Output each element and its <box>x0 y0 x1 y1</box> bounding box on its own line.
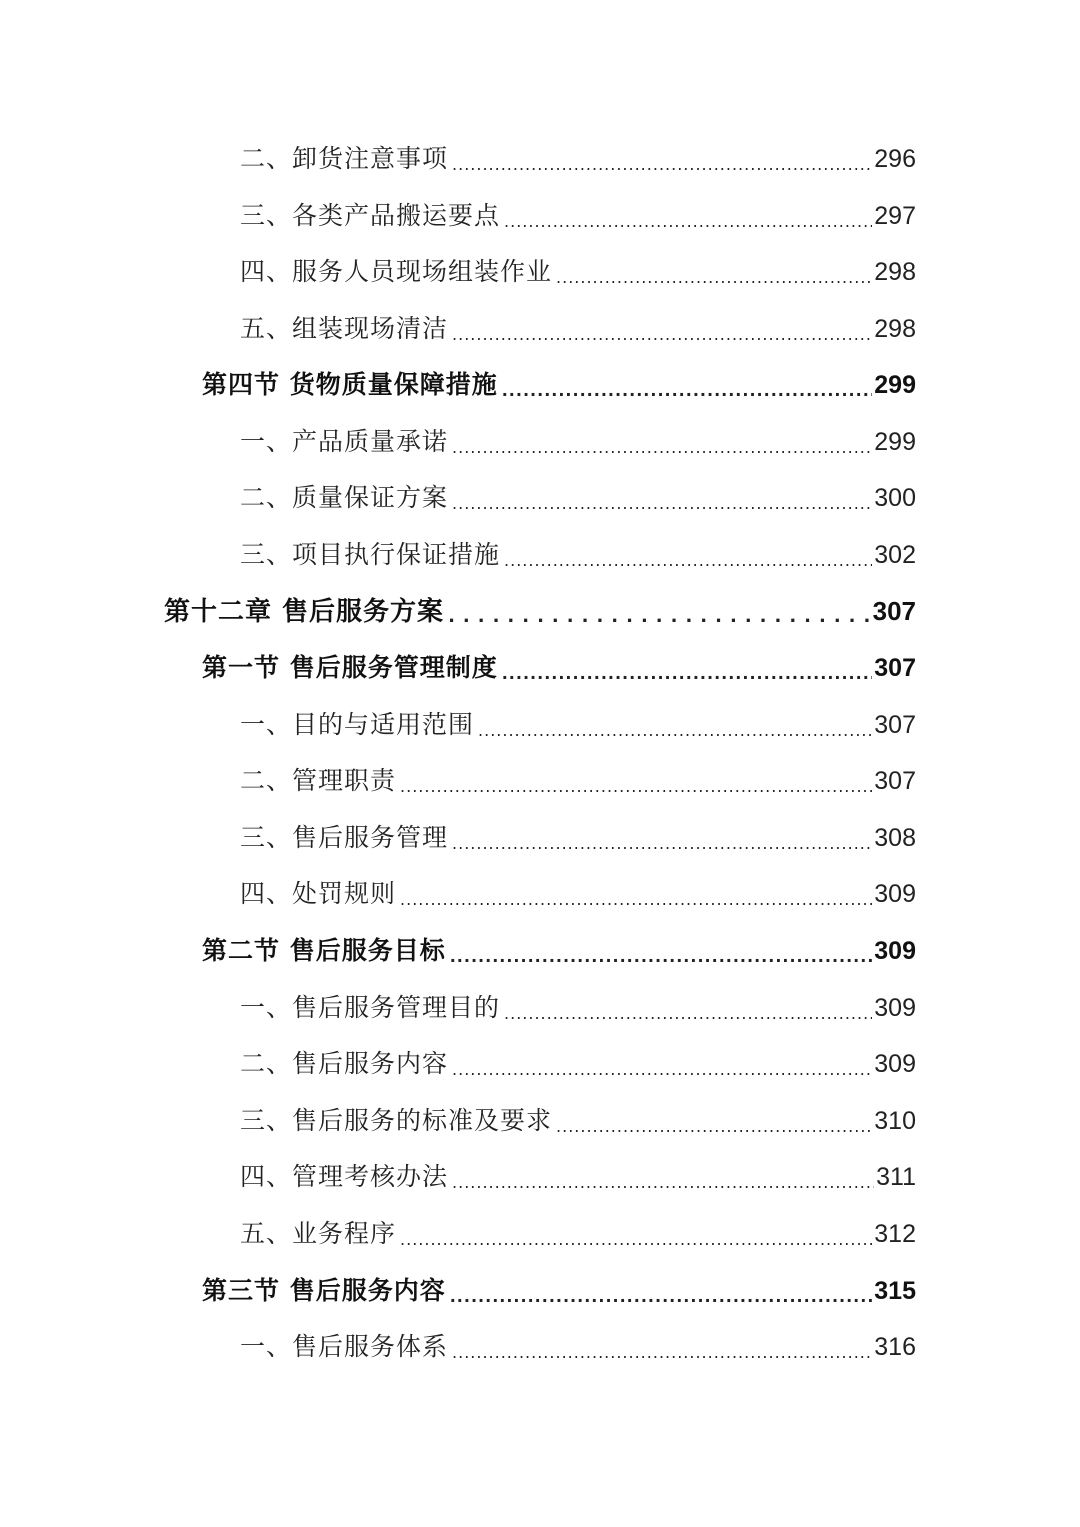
toc-entry[interactable] <box>240 1327 916 1367</box>
toc-entry[interactable] <box>240 1157 916 1197</box>
dot-leader <box>400 880 872 914</box>
toc-entry-title: 二、售后服务内容 <box>240 1049 449 1078</box>
dot-leader <box>478 711 872 745</box>
dot-leader <box>448 597 871 631</box>
toc-entry-page-number: 316 <box>874 1333 916 1361</box>
toc-entry-title: 二、卸货注意事项 <box>240 144 449 173</box>
toc-entry[interactable] <box>240 422 916 462</box>
toc-entry[interactable] <box>240 196 916 236</box>
toc-entry-page-number: 299 <box>874 428 916 456</box>
toc-entry-title: 第三节 售后服务内容 <box>202 1276 446 1305</box>
toc-entry[interactable] <box>240 139 916 179</box>
toc-entry[interactable] <box>240 988 916 1028</box>
toc-entry-title: 三、售后服务的标准及要求 <box>240 1106 553 1135</box>
toc-entry-page-number: 299 <box>874 371 916 399</box>
toc-entry-page-number: 310 <box>874 1107 916 1135</box>
dot-leader <box>452 1050 872 1084</box>
dot-leader <box>556 1107 872 1141</box>
dot-leader <box>502 654 873 688</box>
dot-leader <box>504 541 872 575</box>
toc-chapter-entry[interactable] <box>164 591 916 631</box>
toc-entry-page-number: 309 <box>874 994 916 1022</box>
toc-entry-title: 三、项目执行保证措施 <box>240 540 501 569</box>
toc-entry-page-number: 297 <box>874 202 916 230</box>
toc-entry-page-number: 312 <box>874 1220 916 1248</box>
toc-entry-title: 第二节 售后服务目标 <box>202 936 446 965</box>
toc-entry-title: 三、售后服务管理 <box>240 823 449 852</box>
toc-entry[interactable] <box>240 705 916 745</box>
toc-section-entry[interactable] <box>202 931 916 971</box>
toc-entry[interactable] <box>240 535 916 575</box>
toc-entry-title: 一、产品质量承诺 <box>240 427 449 456</box>
toc-entry-page-number: 307 <box>872 596 916 626</box>
toc-entry-page-number: 296 <box>874 145 916 173</box>
toc-entry-title: 二、管理职责 <box>240 766 397 795</box>
toc-entry-page-number: 309 <box>874 880 916 908</box>
toc-entry[interactable] <box>240 309 916 349</box>
toc-entry[interactable] <box>240 761 916 801</box>
toc-entry-page-number: 298 <box>874 258 916 286</box>
toc-entry-page-number: 307 <box>874 711 916 739</box>
dot-leader <box>450 1277 873 1311</box>
toc-section-entry[interactable] <box>202 648 916 688</box>
dot-leader <box>502 371 873 405</box>
toc-entry-title: 三、各类产品搬运要点 <box>240 201 501 230</box>
toc-entry[interactable] <box>240 1101 916 1141</box>
dot-leader <box>556 258 872 292</box>
toc-entry-title: 五、业务程序 <box>240 1219 397 1248</box>
toc-entry[interactable] <box>240 252 916 292</box>
toc-entry-title: 一、售后服务体系 <box>240 1332 449 1361</box>
toc-entry-page-number: 300 <box>874 484 916 512</box>
toc-entry-title: 四、处罚规则 <box>240 879 397 908</box>
toc-entry-page-number: 315 <box>874 1277 916 1305</box>
toc-entry-page-number: 309 <box>874 1050 916 1078</box>
dot-leader <box>452 315 872 349</box>
dot-leader <box>452 1333 872 1367</box>
toc-entry-page-number: 302 <box>874 541 916 569</box>
toc-entry-page-number: 307 <box>874 767 916 795</box>
dot-leader <box>504 994 872 1028</box>
toc-entry[interactable] <box>240 1214 916 1254</box>
toc-entry-title: 五、组装现场清洁 <box>240 314 449 343</box>
toc-entry[interactable] <box>240 818 916 858</box>
toc-entry-title: 四、服务人员现场组装作业 <box>240 257 553 286</box>
toc-entry-page-number: 298 <box>874 315 916 343</box>
dot-leader <box>452 428 872 462</box>
toc-entry[interactable] <box>240 1044 916 1084</box>
toc-entry-title: 一、目的与适用范围 <box>240 710 475 739</box>
toc-entry[interactable] <box>240 478 916 518</box>
toc-entry-title: 第一节 售后服务管理制度 <box>202 653 498 682</box>
dot-leader <box>452 1163 874 1197</box>
dot-leader <box>400 1220 872 1254</box>
toc-entry-title: 第四节 货物质量保障措施 <box>202 370 498 399</box>
toc-entry-page-number: 308 <box>874 824 916 852</box>
toc-entry-page-number: 309 <box>874 937 916 965</box>
toc-entry-title: 第十二章 售后服务方案 <box>164 597 445 627</box>
toc-entry-title: 一、售后服务管理目的 <box>240 993 501 1022</box>
toc-entry-title: 二、质量保证方案 <box>240 483 449 512</box>
dot-leader <box>450 937 873 971</box>
dot-leader <box>452 145 872 179</box>
toc-entry[interactable] <box>240 874 916 914</box>
toc-section-entry[interactable] <box>202 1271 916 1311</box>
dot-leader <box>452 824 872 858</box>
dot-leader <box>504 202 872 236</box>
dot-leader <box>452 484 872 518</box>
toc-entry-title: 四、管理考核办法 <box>240 1162 449 1191</box>
toc-entry-page-number: 307 <box>874 654 916 682</box>
toc-section-entry[interactable] <box>202 365 916 405</box>
dot-leader <box>400 767 872 801</box>
toc-entry-page-number: 311 <box>876 1163 916 1191</box>
